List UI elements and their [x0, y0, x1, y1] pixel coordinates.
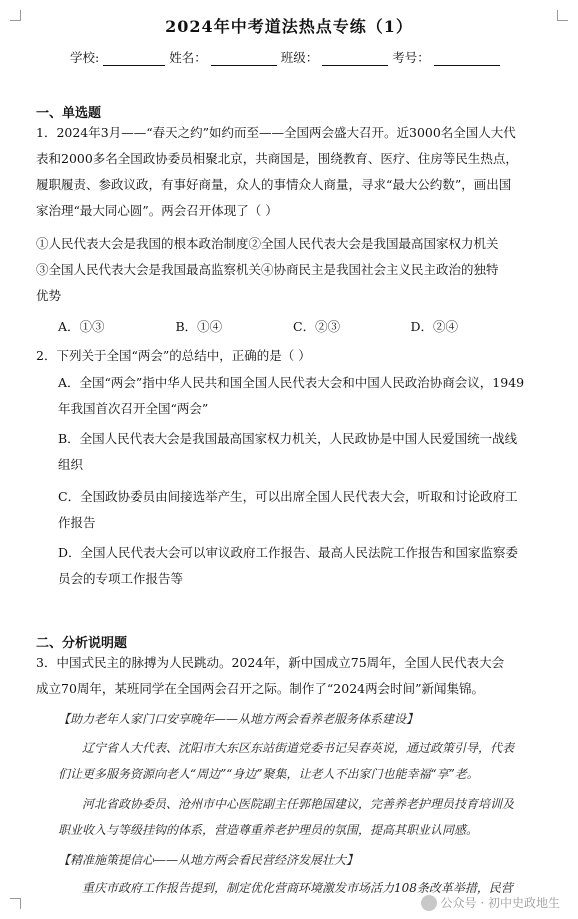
- news-heading-elderly-care: 【助力老年人家门口安享晚年——从地方两会看养老服务体系建设】: [58, 712, 419, 726]
- text-line: 家治理“最大同心圆”。两会召开体现了（ ）: [36, 203, 278, 218]
- section-heading-analysis: 二、分析说明题: [36, 636, 128, 651]
- text-line: 3．中国式民主的脉搏为人民跳动。2024年，新中国成立75周年，全国人民代表大会: [36, 655, 505, 670]
- option-d[interactable]: D．②④: [410, 319, 459, 334]
- name-label: 姓名：: [169, 50, 207, 65]
- question-2-option-d[interactable]: [58, 540, 544, 592]
- text-line: 组织: [58, 457, 84, 472]
- news-paragraph-liaoning-cont: 们让更多服务资源向老人“周边”“身边”聚集，让老人不出家门也能幸福“享”老。: [58, 767, 479, 781]
- news-paragraph-hebei: 河北省政协委员、沧州市中心医院副主任郭艳国建议，完善养老护理员技育培训及: [82, 797, 515, 811]
- wechat-icon: [421, 895, 437, 911]
- section-heading-single-choice: 一、单选题: [36, 106, 102, 121]
- text-line: 作报告: [58, 515, 96, 530]
- text-line: 辽宁省人大代表、沈阳市大东区东站街道党委书记吴春英说，通过政策引导，代表: [82, 741, 515, 755]
- text-line: 履职履责、参政议政，有事好商量，众人的事情众人商量，寻求“最大公约数”，画出国: [36, 177, 512, 192]
- text-line: D．全国人民代表大会可以审议政府工作报告、最高人民法院工作报告和国家监察委: [58, 545, 519, 560]
- text-line: C．全国政协委员由间接选举产生，可以出席全国人民代表大会，听取和讨论政府工: [58, 489, 518, 504]
- question-2-option-a[interactable]: [58, 370, 544, 422]
- text-line: 表和2000多名全国政协委员相聚北京，共商国是，围绕教育、医疗、住房等民生热点，: [36, 151, 518, 166]
- question-3-stem: [36, 650, 544, 702]
- text-line: 年我国首次召开全国“两会”: [58, 401, 209, 416]
- news-heading-private-economy: 【精准施策提信心——从地方两会看民营经济发展壮大】: [58, 853, 359, 867]
- student-info-row: [70, 48, 500, 66]
- news-paragraph-chongqing: 重庆市政府工作报告提到，制定优化营商环境激发市场活力108条改革举措，民营: [82, 881, 513, 895]
- text-line: A．全国“两会”指中华人民共和国全国人民代表大会和中国人民政治协商会议，1949: [58, 375, 525, 390]
- page-title: 2024年中考道法热点专练（1）: [165, 17, 413, 36]
- text-line: B．全国人民代表大会是我国最高国家权力机关，人民政协是中国人民爱国统一战线: [58, 431, 518, 446]
- watermark: [421, 894, 560, 911]
- question-1-statements: [36, 231, 544, 309]
- option-c[interactable]: C．②③: [293, 319, 341, 334]
- text-line: ①人民代表大会是我国的根本政治制度②全国人民代表大会是我国最高国家权力机关: [36, 236, 499, 251]
- question-1-options: [58, 317, 528, 335]
- school-blank[interactable]: [103, 51, 165, 66]
- question-2-option-c[interactable]: [58, 484, 544, 536]
- question-2-option-b[interactable]: [58, 426, 544, 478]
- number-blank[interactable]: [434, 51, 500, 66]
- text-line: 优势: [36, 288, 62, 303]
- news-paragraph-liaoning: [58, 735, 536, 761]
- question-2-stem: 2．下列关于全国“两会”的总结中，正确的是（ ）: [36, 348, 311, 363]
- text-line: 员会的专项工作报告等: [58, 571, 184, 586]
- news-paragraph-hebei-cont: 职业收入与等级挂钩的体系，营造尊重养老护理员的氛围，提高其职业认同感。: [58, 823, 479, 837]
- corner-mark: [10, 898, 21, 909]
- option-a[interactable]: A．①③: [58, 319, 105, 334]
- name-blank[interactable]: [211, 51, 277, 66]
- text-line: 1．2024年3月——“春天之约”如约而至——全国两会盛大召开。近3000名全国人大代: [36, 125, 516, 140]
- text-line: ③全国人民代表大会是我国最高监察机关④协商民主是我国社会主义民主政治的独特: [36, 262, 499, 277]
- option-b[interactable]: B．①④: [175, 319, 223, 334]
- class-blank[interactable]: [322, 51, 388, 66]
- text-line: 成立70周年，某班同学在全国两会召开之际。制作了“2024两会时间”新闻集锦。: [36, 681, 484, 696]
- number-label: 考号：: [392, 50, 430, 65]
- question-1-stem: [36, 120, 544, 224]
- watermark-text: 公众号 · 初中史政地生: [440, 896, 560, 910]
- class-label: 班级：: [280, 50, 319, 65]
- school-label: 学校:: [70, 50, 100, 65]
